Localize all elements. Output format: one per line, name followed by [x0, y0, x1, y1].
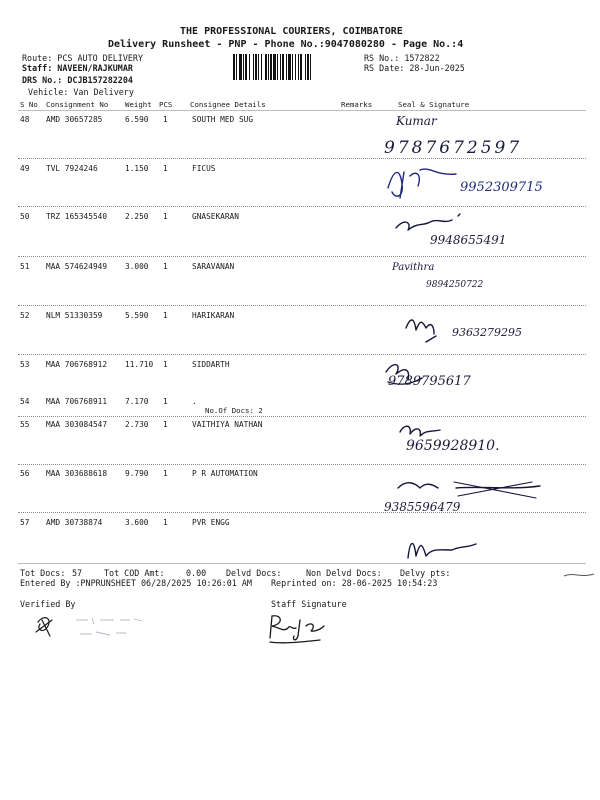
row-weight: 3.000	[125, 262, 149, 271]
tot-docs-value: 57	[72, 568, 83, 578]
tot-docs-label: Tot Docs:	[20, 568, 66, 578]
drs-text: DRS No.: DCJB157282204	[22, 75, 133, 85]
row-weight: 11.710	[125, 360, 154, 369]
handwritten-phone: 9789795617	[388, 374, 471, 389]
row-weight: 7.170	[125, 397, 149, 406]
tot-cod-label: Tot COD Amt:	[104, 568, 165, 578]
row-consignee: FICUS	[192, 164, 216, 173]
staff-text: Staff: NAVEEN/RAJKUMAR	[22, 63, 133, 73]
row-sno: 55	[20, 420, 30, 429]
route-text: Route: PCS AUTO DELIVERY	[22, 53, 144, 63]
row-consignment: MAA 706768911	[46, 397, 108, 406]
handwritten-phone: 9948655491	[430, 233, 507, 247]
company-title: THE PROFESSIONAL COURIERS, COIMBATORE	[180, 26, 403, 37]
verified-by-label: Verified By	[20, 599, 76, 609]
rs-number: RS No.: 1572822	[364, 53, 440, 63]
handwritten-phone: 9363279295	[452, 326, 522, 339]
row-pcs: 1	[163, 469, 168, 478]
vehicle-text: Vehicle: Van Delivery	[28, 87, 134, 97]
handwritten-name: Kumar	[396, 114, 437, 128]
row-consignee: HARIKARAN	[192, 311, 235, 320]
row-sno: 50	[20, 212, 30, 221]
row-sno: 57	[20, 518, 30, 527]
row-weight: 2.730	[125, 420, 149, 429]
row-consignment: TRZ 165345540	[46, 212, 108, 221]
row-pcs: 1	[163, 420, 168, 429]
row-sno: 48	[20, 115, 30, 124]
row-consignee: GNASEKARAN	[192, 212, 239, 221]
row-consignee: SOUTH MED SUG	[192, 115, 254, 124]
row-consignee: SIDDARTH	[192, 360, 230, 369]
non-delvd-docs-label: Non Delvd Docs:	[306, 568, 382, 578]
row-consignment: TVL 7924246	[46, 164, 98, 173]
row-sno: 53	[20, 360, 30, 369]
row-sno: 49	[20, 164, 30, 173]
entered-by: Entered By :PNPRUNSHEET 06/28/2025 10:26:01 AM	[20, 578, 252, 588]
col-remarks: Remarks	[341, 100, 373, 109]
row-consignment: MAA 706768912	[46, 360, 108, 369]
row-consignee: PVR ENGG	[192, 518, 230, 527]
handwritten-phone: 9385596479	[384, 500, 461, 514]
row-consignment: NLM 51330359	[46, 311, 103, 320]
col-consignment: Consignment No	[46, 100, 109, 109]
row-consignment: MAA 574624949	[46, 262, 108, 271]
row-weight: 5.590	[125, 311, 149, 320]
col-pcs: PCS	[159, 100, 173, 109]
row-sno: 56	[20, 469, 30, 478]
handwritten-name: Pavithra	[392, 262, 435, 273]
row-weight: 2.250	[125, 212, 149, 221]
row-pcs: 1	[163, 518, 168, 527]
row-pcs: 1	[163, 397, 168, 406]
no-of-docs-note: No.Of Docs: 2	[205, 406, 263, 415]
col-sno: S No	[20, 100, 38, 109]
row-consignment: AMD 30657285	[46, 115, 103, 124]
handwritten-phone: 9787672597	[384, 138, 523, 158]
row-pcs: 1	[163, 212, 168, 221]
tot-cod-value: 0.00	[186, 568, 207, 578]
row-consignment: MAA 303688618	[46, 469, 108, 478]
row-consignment: AMD 30738874	[46, 518, 103, 527]
staff-signature	[262, 608, 352, 648]
row-pcs: 1	[163, 262, 168, 271]
row-sno: 54	[20, 397, 30, 406]
col-consignee: Consignee Details	[190, 100, 266, 109]
rs-date: RS Date: 28-Jun-2025	[364, 63, 465, 73]
reprinted-on: Reprinted on: 28-06-2025 10:54:23	[271, 578, 438, 588]
col-weight: Weight	[125, 100, 152, 109]
row-sno: 51	[20, 262, 30, 271]
row-sno: 52	[20, 311, 30, 320]
staff-signature-label: Staff Signature	[271, 599, 347, 609]
verified-by-signature	[30, 608, 170, 648]
row-consignment: MAA 303084547	[46, 420, 108, 429]
row-pcs: 1	[163, 360, 168, 369]
row-pcs: 1	[163, 115, 168, 124]
handwritten-phone: 9659928910.	[406, 438, 500, 454]
handwritten-phone: 9894250722	[426, 280, 484, 290]
row-pcs: 1	[163, 164, 168, 173]
row-consignee: P R AUTOMATION	[192, 469, 258, 478]
runsheet-title: Delivery Runsheet - PNP - Phone No.:9047080280 - Page No.:4	[108, 39, 464, 50]
row-consignee: VAITHIYA NATHAN	[192, 420, 263, 429]
row-pcs: 1	[163, 311, 168, 320]
row-consignee: .	[192, 397, 197, 406]
handwritten-phone: 9952309715	[460, 180, 543, 195]
row-weight: 6.590	[125, 115, 149, 124]
row-weight: 9.790	[125, 469, 149, 478]
row-weight: 1.150	[125, 164, 149, 173]
col-seal-signature: Seal & Signature	[398, 100, 470, 109]
row-weight: 3.600	[125, 518, 149, 527]
row-consignee: SARAVANAN	[192, 262, 235, 271]
margin-mark	[562, 570, 596, 582]
delvy-pts-label: Delvy pts:	[400, 568, 451, 578]
barcode	[233, 54, 357, 80]
delvd-docs-label: Delvd Docs:	[226, 568, 282, 578]
